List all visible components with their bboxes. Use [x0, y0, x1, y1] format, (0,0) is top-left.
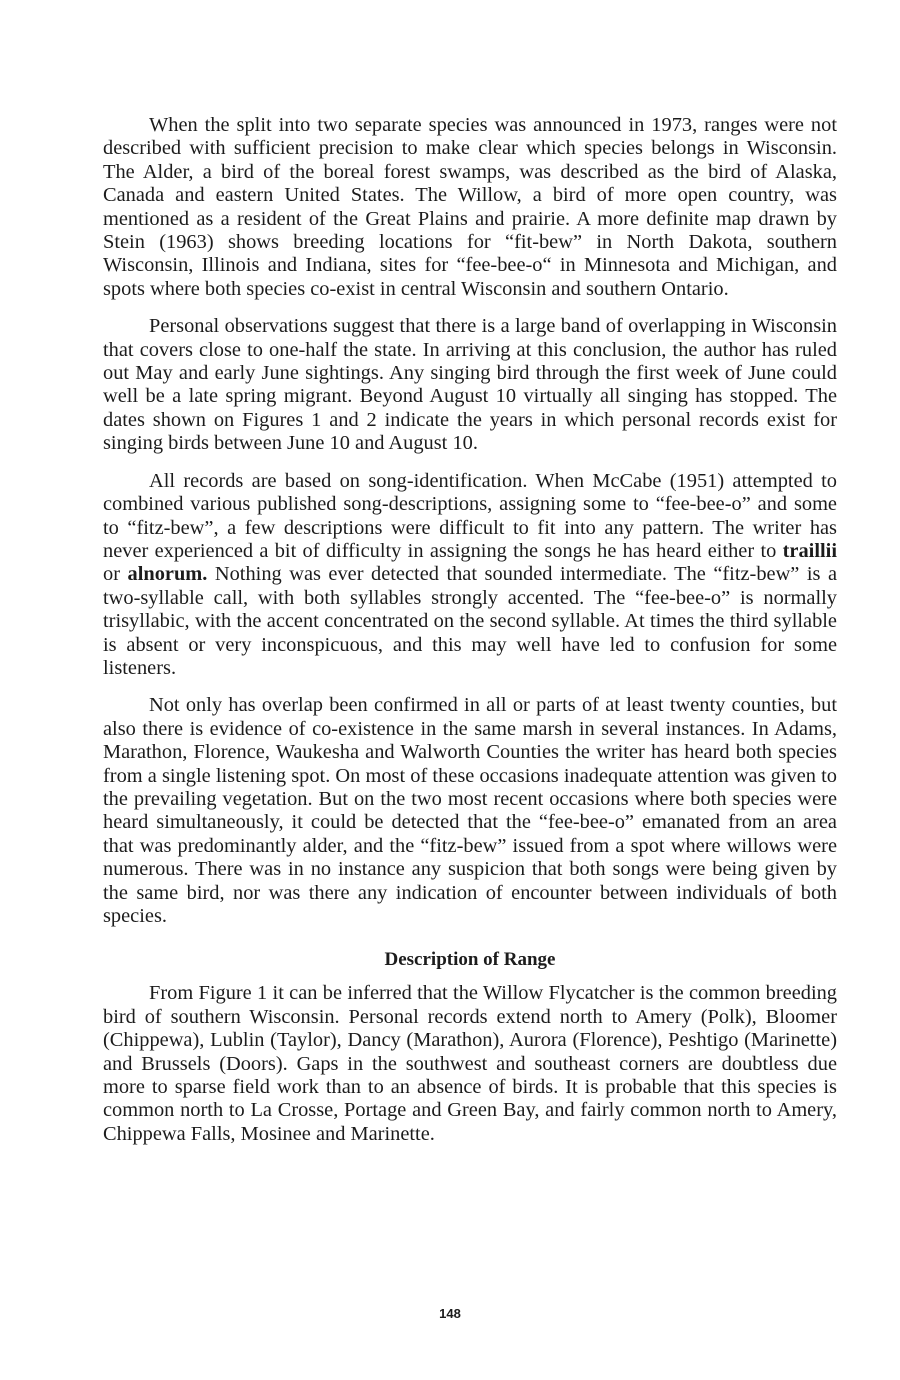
species-name: alnorum.	[127, 563, 208, 586]
section-heading: Description of Range	[384, 949, 556, 971]
paragraph-3	[103, 470, 837, 681]
text-run: When the split into two separate species was announced in 1973, ranges were not described with sufficient precision to make clear which species belongs in Wisconsin. The Alder, a bird of the boreal forest swamps, was described as the bird of Alaska, Canada and eastern United States. The Willow, a bird of more open country, was mentioned as a resident of the Great Plains and prairie. A more definite map drawn by Stein (1963) shows breeding locations for “fit-bew” in North Dakota, southern Wisconsin, Illinois and Indiana, sites for “fee-bee-o“ in Minnesota and Michigan, and spots where both species co-exist in central Wisconsin and southern Ontario.	[103, 114, 837, 300]
text-run: Not only has overlap been confirmed in all or parts of at least twenty counties, but also there is evidence of co-existence in the same marsh in several instances. In Adams, Marathon, Florence, Waukesha and Walworth Counties the writer has heard both species from a single listening spot. On most of these occasions inadequate attention was given to the prevailing vegetation. But on the two most recent occasions where both species were heard simultaneously, it could be detected that the “fee-bee-o” emanated from an area that was predominantly alder, and the “fitz-bew” issued from a spot where willows were numerous. There was in no instance any suspicion that both songs were being given by the same bird, nor was there any indication of encounter between individuals of both species.	[103, 694, 837, 927]
paragraph-4	[103, 694, 837, 928]
body-text	[103, 114, 837, 928]
text-run: Personal observations suggest that there is a large band of overlapping in Wisconsin that covers close to one-half the state. In arriving at this conclusion, the author has ruled out May and early June sightings. Any singing bird through the first week of June could well be a late spring migrant. Beyond August 10 virtually all singing has stopped. The dates shown on Figures 1 and 2 indicate the years in which personal records exist for singing birds between June 10 and August 10.	[103, 315, 837, 455]
paragraph-range	[103, 982, 837, 1146]
text-run: Nothing was ever detected that sounded intermediate. The “fitz-bew” is a two-syllable call, with both syllables strongly accented. The “fee-bee-o” is normally trisyllabic, with the accent concentrated on the second syllable. At times the third syllable is absent or very inconspicuous, and this may well have led to confusion for some listeners.	[103, 563, 838, 679]
page-number: 148	[439, 1306, 461, 1321]
paragraph-1	[103, 114, 837, 301]
text-run: From Figure 1 it can be inferred that the Willow Flycatcher is the common breeding bird of southern Wisconsin. Personal records extend north to Amery (Polk), Bloomer (Chippewa), Lublin (Taylor), Dancy (Marathon), Aurora (Florence), Peshtigo (Marinette) and Brussels (Doors). Gaps in the southwest and southeast corners are doubtless due more to sparse field work than to an absence of birds. It is probable that this species is common north to La Crosse, Portage and Green Bay, and fairly common north to Amery, Chippewa Falls, Mosinee and Marinette.	[103, 982, 837, 1145]
document-page	[103, 114, 837, 1160]
species-name: traillii	[782, 539, 837, 562]
text-run: All records are based on song-identification. When McCabe (1951) attempted to combined various published song-descriptions, assigning some to “fee-bee-o” and some to “fitz-bew”, a few descriptions were difficult to fit into any pattern. The writer has never experienced a bit of difficulty in assigning the songs he has heard either to	[103, 469, 837, 562]
body-text-after-heading	[103, 982, 837, 1146]
text-run: or	[103, 563, 128, 586]
paragraph-2	[103, 315, 837, 455]
